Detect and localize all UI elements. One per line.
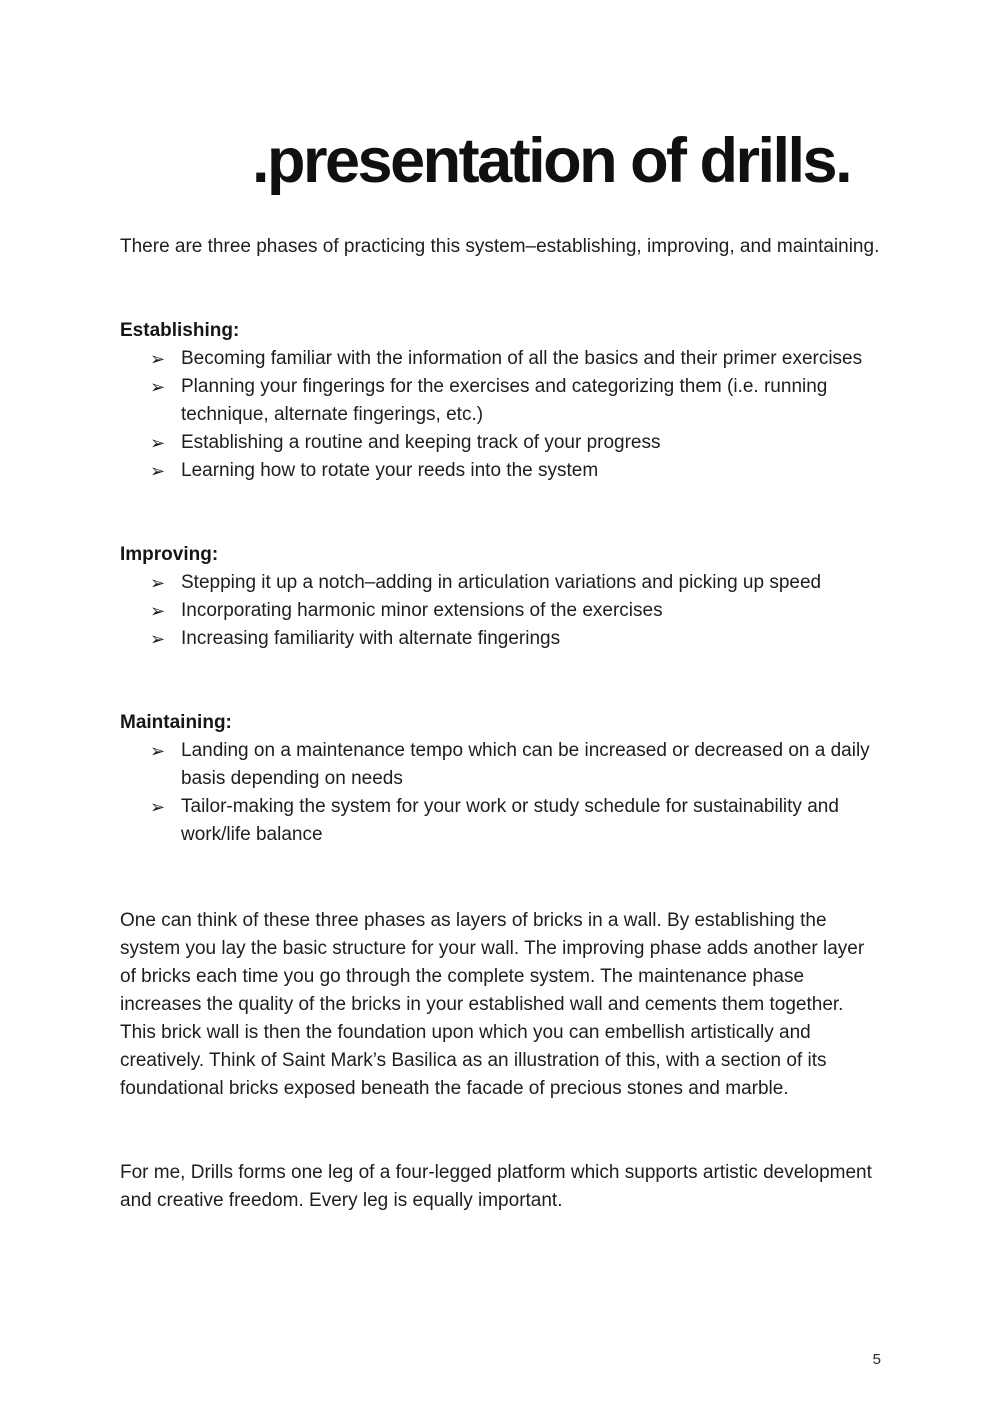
arrow-bullet-icon: ➢ [150,741,166,761]
list-item-text: Planning your fingerings for the exercises and categorizing them (i.e. running technique, alternate fingerings, etc.) [181,376,828,425]
arrow-bullet-icon: ➢ [150,461,166,481]
page-number: 5 [872,1351,881,1368]
arrow-bullet-icon: ➢ [150,349,166,369]
page-content [0,126,1000,1215]
bullet-list-maintaining [120,737,880,849]
list-item-text: Stepping it up a notch–adding in articulation variations and picking up speed [181,572,822,593]
section-improving [120,541,880,653]
list-item [120,373,880,429]
bullet-list-improving [120,569,880,653]
body-paragraph-bricks: One can think of these three phases as layers of bricks in a wall. By establishing the system you lay the basic structure for your wall. The improving phase adds another layer of bricks each time you go through the complete system. The maintenance phase increases the quality of the bricks in your established wall and cements them together. This brick wall is then the foundation upon which you can embellish artistically and creatively. Think of Saint Mark’s Basilica as an illustration of this, with a section of its foundational bricks exposed beneath the facade of precious stones and marble. [120,910,865,1099]
section-heading-maintaining: Maintaining: [120,712,232,733]
section-heading-improving: Improving: [120,544,219,565]
list-item-text: Learning how to rotate your reeds into the system [181,460,599,481]
section-heading-establishing: Establishing: [120,320,240,341]
list-item-text: Becoming familiar with the information of all the basics and their primer exercises [181,348,863,369]
list-item [120,793,880,849]
list-item [120,457,880,485]
list-item [120,625,880,653]
list-item-text: Establishing a routine and keeping track of your progress [181,432,661,453]
body-paragraph-platform: For me, Drills forms one leg of a four-legged platform which supports artistic development and creative freedom. Every leg is equally important. [120,1162,872,1211]
list-item-text: Tailor-making the system for your work or study schedule for sustainability and work/life balance [181,796,839,845]
list-item [120,569,880,597]
arrow-bullet-icon: ➢ [150,629,166,649]
arrow-bullet-icon: ➢ [150,433,166,453]
list-item-text: Incorporating harmonic minor extensions of the exercises [181,600,663,621]
arrow-bullet-icon: ➢ [150,601,166,621]
arrow-bullet-icon: ➢ [150,797,166,817]
arrow-bullet-icon: ➢ [150,573,166,593]
list-item [120,737,880,793]
arrow-bullet-icon: ➢ [150,377,166,397]
list-item-text: Landing on a maintenance tempo which can be increased or decreased on a daily basis depending on needs [181,740,870,789]
list-item-text: Increasing familiarity with alternate fingerings [181,628,561,649]
section-maintaining [120,709,880,849]
list-item [120,597,880,625]
list-item [120,429,880,457]
section-establishing [120,317,880,485]
list-item [120,345,880,373]
page-title: .presentation of drills. [252,126,851,196]
intro-paragraph: There are three phases of practicing this system–establishing, improving, and maintaining. [120,236,880,257]
bullet-list-establishing [120,345,880,485]
